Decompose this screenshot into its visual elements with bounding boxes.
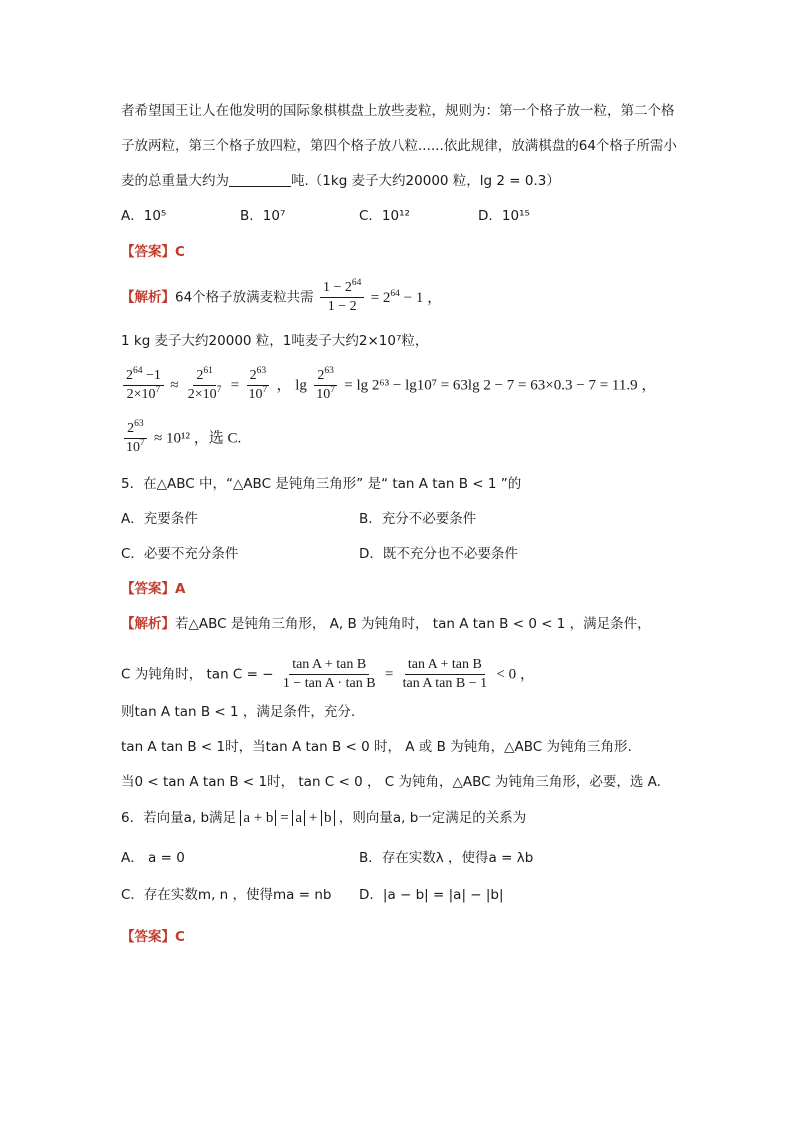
problem4-analysis-2: 1 kg 麦子大约20000 粒，1吨麦子大约2×10⁷粒，	[121, 333, 429, 349]
problem4-line3: 麦的总重量大约为 吨.（1kg 麦子大约20000 粒，lg 2 = 0.3）	[121, 173, 560, 189]
problem4-option-b: B．10⁷	[240, 208, 286, 224]
problem6-stem: 6．若向量a, b满足 a + b = a + b ，则向量a, b一定满足的关系为	[121, 810, 527, 826]
problem5-stem: 5．在△ABC 中，“△ABC 是钝角三角形” 是“ tan A tan B < 1 ”的	[121, 476, 522, 492]
problem6-answer: 【答案】C	[121, 929, 185, 945]
problem5-option-b: B．充分不必要条件	[359, 511, 477, 527]
problem5-option-c: C．必要不充分条件	[121, 546, 239, 562]
answer-blank	[229, 172, 291, 187]
problem6-option-d: D．|a − b| = |a| − |b|	[359, 887, 504, 903]
problem4-answer: 【答案】C	[121, 244, 185, 260]
problem4-analysis-1: 【解析】64个格子放满麦粒共需 $\frac{1 - 2^{64}}{1 - 2}$ = $2^{64} - 1$ ，	[121, 278, 443, 314]
problem4-option-c: C．10¹²	[359, 208, 410, 224]
problem4-analysis-3: $\frac{2^{64} -1}{2\times 10^7}$ ≈ $\frac{2^{61}}{2\times 10^7}$ = $\frac{2^{63}}{10^7}$ ， lg $\frac{2^{63}}{10^7}$ = lg 2⁶³ − lg10⁷ = 63lg 2 − 7 = 63×0.3 − 7 = 11.9 ，	[121, 367, 656, 404]
problem5-analysis-4: tan A tan B < 1时，当tan A tan B < 0 时， A 或 B 为钝角，△ABC 为钝角三角形.	[121, 739, 632, 755]
problem5-option-a: A．充要条件	[121, 511, 198, 527]
problem5-answer: 【答案】A	[121, 581, 186, 597]
problem6-option-a: A． a = 0	[121, 850, 185, 866]
problem4-line2: 子放两粒，第三个格子放四粒，第四个格子放八粒......依此规律，放满棋盘的64个格子所需小	[121, 138, 677, 154]
problem4-option-d: D．10¹⁵	[478, 208, 530, 224]
problem4-line1: 者希望国王让人在他发明的国际象棋棋盘上放些麦粒，规则为：第一个格子放一粒，第二个格	[121, 103, 675, 119]
fraction: $\frac{1 - 2^{64}}{1 - 2}$	[320, 279, 364, 316]
problem5-analysis-3: 则tan A tan B < 1 ，满足条件，充分.	[121, 704, 356, 720]
problem4-option-a: A．10⁵	[121, 208, 167, 224]
problem5-analysis-5: 当0 < tan A tan B < 1时， tan C < 0 ， C 为钝角，△ABC 为钝角三角形，必要，选 A.	[121, 774, 661, 790]
problem5-option-d: D．既不充分也不必要条件	[359, 546, 518, 562]
problem4-analysis-4: $\frac{2^{63}}{10^7}$ ≈ 10¹² ，选 C.	[126, 419, 242, 455]
problem5-analysis-2: C 为钝角时， tan C = − $\frac{\text{tan A + tan B}}{\text{1 − tan A · tan B}}$ = $\frac{\text{tan A + tan B}}{\text{tan A tan B − 1}}$ < 0 ，	[121, 657, 535, 691]
problem5-analysis-1: 【解析】若△ABC 是钝角三角形， A, B 为钝角时， tan A tan B < 0 < 1 ，满足条件，	[121, 616, 651, 632]
problem6-option-b: B．存在实数λ ，使得a = λb	[359, 850, 534, 866]
problem6-option-c: C．存在实数m, n ，使得ma = nb	[121, 887, 332, 903]
